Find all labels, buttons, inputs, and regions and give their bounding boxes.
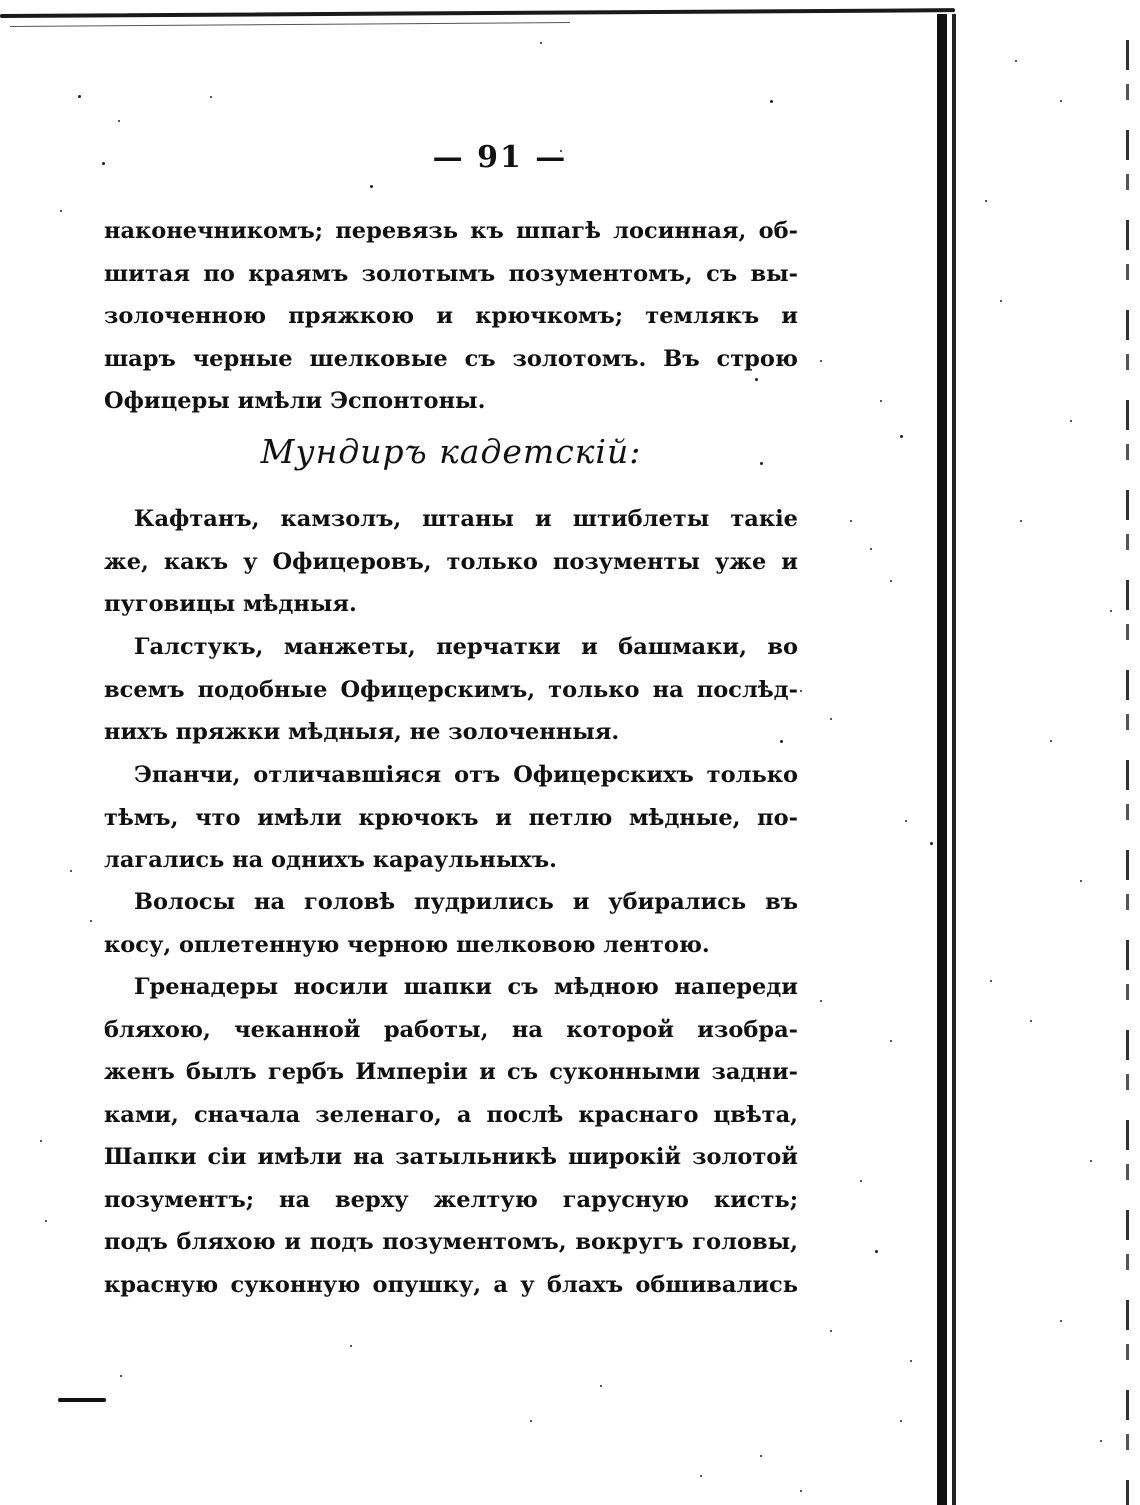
scan-speck [875, 1250, 878, 1253]
scan-speck [1070, 420, 1072, 422]
scan-speck [830, 718, 832, 720]
scan-speck [890, 580, 892, 582]
text-line: нихъ пряжки мѣдныя, не золоченныя. [104, 719, 620, 745]
scan-speck [120, 1375, 122, 1377]
text-line: бляхою, чеканной работы, на которой изобра- [104, 1016, 798, 1043]
scan-speck [1020, 520, 1022, 522]
top-scan-edge [0, 8, 955, 18]
text-line: Галстукъ, манжеты, перчатки и башмаки, во [134, 634, 798, 660]
scan-speck [880, 400, 882, 402]
scan-speck [850, 520, 852, 522]
scan-speck [210, 96, 212, 98]
scan-speck [1110, 610, 1112, 612]
scan-speck [1100, 1440, 1102, 1442]
scan-speck [370, 185, 373, 188]
text-line: Кафтанъ, камзолъ, штаны и штиблеты такіе [134, 506, 798, 532]
scan-speck [45, 1220, 47, 1222]
text-line: пуговицы мѣдныя. [104, 591, 357, 617]
scan-speck [70, 870, 72, 872]
text-line: золоченною пряжкою и крючкомъ; темлякъ и [104, 303, 798, 329]
text-line: шаръ черные шелковые съ золотомъ. Въ строю [104, 345, 798, 372]
scan-speck [78, 95, 81, 98]
text-line: наконечникомъ; перевязь къ шпагѣ лосинная, об- [104, 218, 798, 244]
bottom-ink-mark [58, 1398, 106, 1402]
scan-speck [600, 1385, 602, 1387]
scan-speck [890, 1040, 892, 1042]
text-line: косу, оплетенную черною шелковою лентою. [104, 931, 710, 958]
scan-speck [102, 162, 105, 165]
page-number: — 91 — [432, 140, 568, 175]
text-line: шитая по краямъ золотымъ позументомъ, съ вы- [104, 260, 798, 287]
paragraph-caftan [104, 498, 798, 626]
next-page-edge [1126, 40, 1129, 1505]
scan-speck [900, 435, 903, 438]
scan-speck [118, 120, 120, 122]
paragraph-tie [104, 626, 798, 754]
text-line: Эпанчи, отличавшіяся отъ Офицерскихъ только [134, 762, 798, 788]
text-line: всемъ подобные Офицерскимъ, только на послѣд- [104, 676, 798, 703]
scan-speck [1060, 1320, 1062, 1322]
scan-speck [800, 690, 802, 692]
scan-speck [905, 820, 907, 822]
scan-speck [1015, 60, 1017, 62]
section-heading: Мундиръ кадетскій: [260, 432, 642, 471]
text-line: ками, сначала зеленаго, а послѣ краснаго цвѣта, [104, 1101, 798, 1128]
scan-speck [1060, 100, 1062, 102]
scan-speck [820, 1000, 822, 1002]
scan-speck [985, 200, 987, 202]
text-line: лагались на однихъ караульныхъ. [104, 847, 557, 873]
scan-speck [910, 1360, 912, 1362]
text-line: подъ бляхою и подъ позументомъ, вокругъ головы, [104, 1229, 798, 1255]
text-line: позументъ; на верху желтую гарусную кисть; [104, 1186, 798, 1213]
scan-speck [830, 1330, 832, 1332]
scan-speck [60, 210, 62, 212]
text-line: Шапки сіи имѣли на затыльникѣ широкій золотой [104, 1144, 798, 1170]
scan-speck [1050, 740, 1052, 742]
text-line: же, какъ у Офицеровъ, только позументы уже и [104, 548, 798, 575]
scan-speck [820, 360, 822, 362]
paragraph-cloaks [104, 754, 798, 882]
page-binding-edge-thin [952, 14, 956, 1505]
scan-speck [930, 842, 933, 845]
scan-speck [1000, 300, 1002, 302]
scan-speck [40, 1140, 42, 1142]
scan-speck [350, 1345, 352, 1347]
text-line: Гренадеры носили шапки съ мѣдною напереди [134, 974, 798, 1000]
text-line: красную суконную опушку, а у блахъ обшивались [104, 1271, 798, 1298]
scan-speck [900, 1420, 902, 1422]
scan-speck [800, 1490, 802, 1492]
scan-speck [700, 1475, 702, 1477]
page-binding-edge [937, 14, 947, 1505]
text-line: женъ былъ гербъ Имперіи и съ суконными задни- [104, 1059, 798, 1085]
continuation-paragraph [104, 210, 798, 423]
scan-speck [990, 980, 992, 982]
scan-speck [860, 1180, 862, 1182]
top-scan-edge-thin [10, 22, 570, 27]
scan-speck [1080, 880, 1082, 882]
text-line: тѣмъ, что имѣли крючокъ и петлю мѣдные, по- [104, 804, 798, 831]
paragraph-hair [104, 881, 798, 966]
scan-speck [530, 1420, 532, 1422]
scan-speck [90, 920, 92, 922]
scan-speck [870, 548, 872, 550]
text-line: Волосы на головѣ пудрились и убирались въ [134, 889, 798, 915]
scan-speck [770, 100, 773, 103]
text-line: Офицеры имѣли Эспонтоны. [104, 388, 486, 414]
scan-speck [1090, 1160, 1092, 1162]
paragraph-grenadiers [104, 966, 798, 1306]
scan-speck [540, 42, 542, 44]
scan-speck [760, 1455, 762, 1457]
scan-speck [1030, 1020, 1032, 1022]
